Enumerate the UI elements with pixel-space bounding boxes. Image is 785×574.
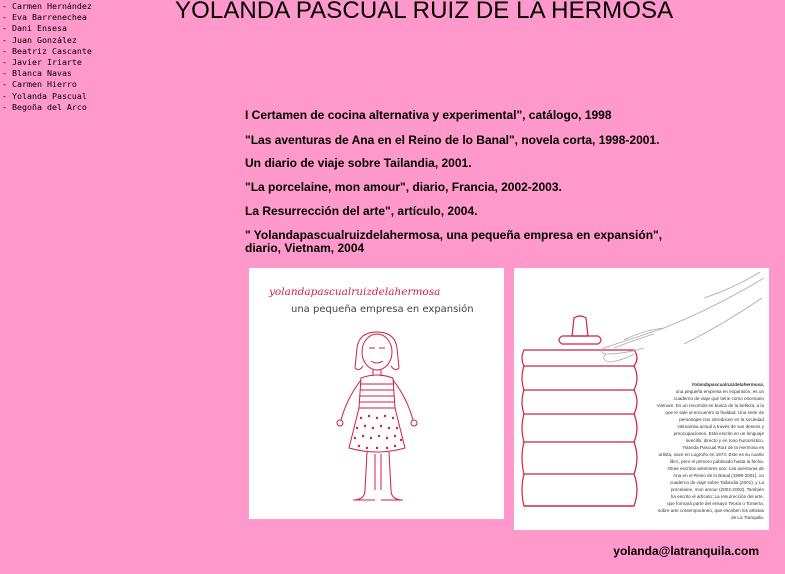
nav-item-javier-iriarte[interactable] — [2, 57, 92, 68]
spread-text-line: preocupaciones. Está escrito en un lenguaje — [673, 431, 764, 436]
spread-text-line: de La Tranquila. — [731, 515, 764, 520]
spread-text-line: Otras escritos anteriores son: Las aventuras de — [667, 466, 764, 471]
spread-text-line: sencillo, directo y en tono humorístico. — [685, 438, 764, 443]
nav-item-yolanda-pascual[interactable] — [2, 91, 92, 102]
nav-link[interactable]: - Javier Iriarte — [2, 57, 82, 68]
spread-text-line: Yolanda Pascual Ruiz de la Hermosa es — [682, 445, 764, 450]
hand-illustration — [601, 272, 764, 362]
nav-link[interactable]: - Begoña del Arco — [2, 101, 87, 112]
spread-text-line: que formará parte del ensayo Teoría o Tontería, — [667, 501, 764, 506]
book-spread-drawing — [514, 268, 769, 530]
spread-text-line: porcelaine, mon amour (2002-2003). También — [670, 487, 764, 492]
nav-item-juan-gonzalez[interactable] — [2, 35, 92, 46]
spread-text-line: cuaderno de viaje sobre Tailandia (2001), y La — [669, 480, 764, 485]
page-title: YOLANDA PASCUAL RUIZ DE LA HERMOSA — [175, 0, 674, 24]
work-item: La Resurrección del arte", artículo, 2004. — [245, 204, 478, 218]
nav-item-carmen-hernandez[interactable] — [2, 1, 92, 12]
email-link[interactable]: yolanda@latranquila.com — [613, 544, 759, 558]
nav-link[interactable]: - Beatriz Cascante — [2, 45, 92, 56]
nav-link[interactable]: - Carmen Hernández — [2, 1, 92, 11]
spread-text-line: sobre arte contemporáneo, que escriben los artistas — [658, 508, 764, 513]
spread-text-line: libro, pero el primero publicado hasta la fecha. — [669, 459, 764, 464]
nav-link[interactable]: - Blanca Navas — [2, 68, 72, 79]
nav-link[interactable]: - Juan González — [2, 34, 77, 45]
spread-text-line: personajes nos introducen en la sociedad — [679, 417, 764, 422]
cover-subtitle: una pequeña empresa en expansión — [291, 304, 474, 315]
stacked-vessel-illustration — [522, 316, 637, 506]
cover-handwritten-title: yolandapascualruizdelahermosa — [269, 286, 441, 298]
nav-item-beatriz-cascante[interactable] — [2, 46, 92, 57]
spread-text-line: Vietnam. Es un recorrido en busca de la belleza, a la — [656, 403, 764, 408]
spread-text-line: Ana en el Reino de lo Banal (1998-2001), un — [673, 473, 764, 478]
nav-item-carmen-hierro[interactable] — [2, 79, 92, 90]
work-item: "La porcelaine, mon amour", diario, Francia, 2002-2003. — [245, 180, 562, 194]
nav-link[interactable]: - Eva Barrenechea — [2, 12, 87, 23]
work-item: "Las aventuras de Ana en el Reino de lo Banal", novela corta, 1998-2001. — [245, 133, 660, 147]
spread-text-line: ha escrito el artículo: La resurrección del arte, — [670, 494, 764, 499]
spread-text-line: que le sale al encuentro la fealdad. Una serie de — [665, 410, 764, 415]
work-item: I Certamen de cocina alternativa y experimental", catálogo, 1998 — [245, 108, 612, 122]
spread-text-block — [657, 382, 765, 520]
spread-text-line: artista, nace en Logroño en 1974. Este es su cuarto — [658, 452, 764, 457]
work-item: Un diario de viaje sobre Tailandia, 2001. — [245, 156, 472, 170]
spread-text-line: una pequeña empresa en expansión, es un — [675, 389, 764, 394]
spread-text-line: vietnamita actual a través de sus deseos y — [677, 424, 764, 429]
artist-nav-list — [2, 1, 92, 113]
nav-item-blanca-navas[interactable] — [2, 68, 92, 79]
work-item-line: diario, Vietnam, 2004 — [245, 241, 365, 255]
nav-link[interactable]: - Dani Ensesa — [2, 23, 67, 34]
book-cover-drawing — [249, 268, 504, 519]
book-spread-image — [514, 268, 769, 530]
nav-link[interactable]: - Yolanda Pascual — [2, 90, 87, 101]
spread-text-line: cuaderno de viaje que tiene como escenario — [673, 396, 764, 401]
work-item-line: " Yolandapascualruizdelahermosa, una pequeña empresa en expansión", — [245, 228, 663, 242]
girl-illustration — [337, 332, 417, 500]
book-cover-image — [249, 268, 504, 519]
nav-item-begona-del-arco[interactable] — [2, 102, 92, 113]
nav-link[interactable]: - Carmen Hierro — [2, 79, 77, 90]
work-item-multiline — [245, 229, 662, 255]
skirt-dots — [354, 415, 402, 449]
nav-item-dani-ensesa[interactable] — [2, 23, 92, 34]
spread-text-line: Yolandapascualruizdelahermosa, — [691, 382, 764, 387]
nav-item-eva-barrenechea[interactable] — [2, 12, 92, 23]
